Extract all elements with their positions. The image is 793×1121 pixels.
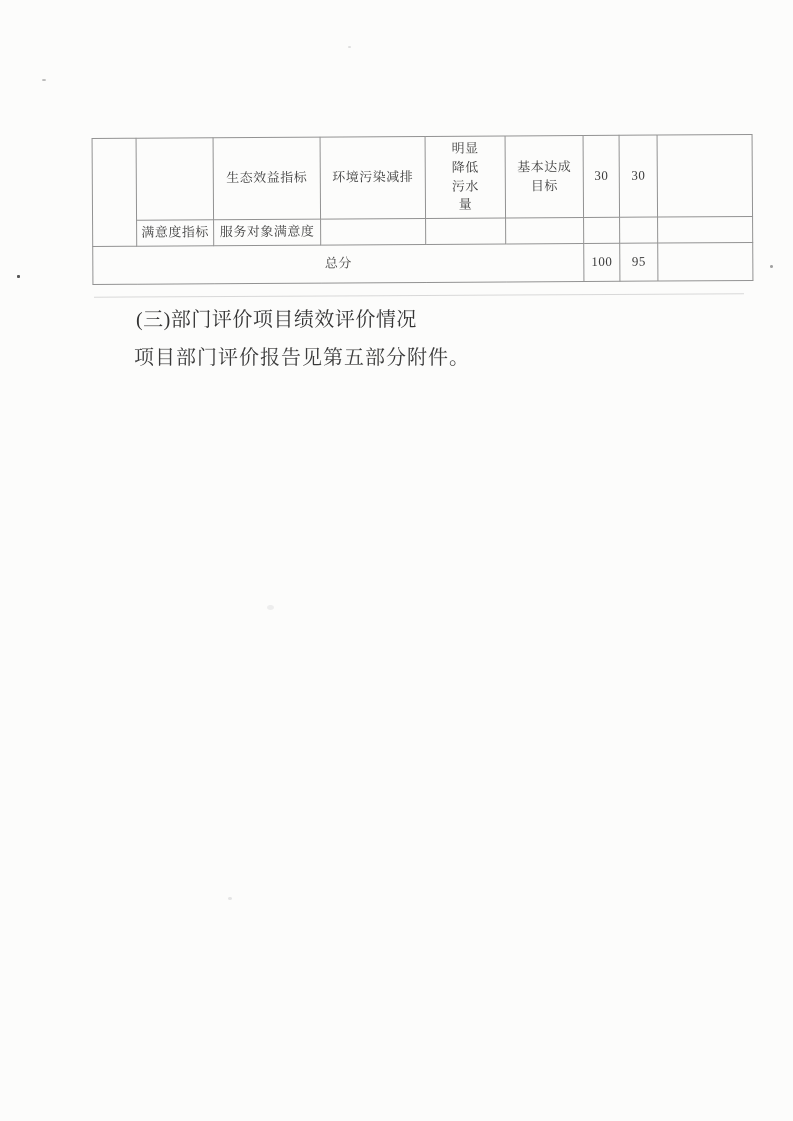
table-cell-indicator-name: 服务对象满意度 bbox=[214, 219, 321, 246]
table-cell-empty bbox=[584, 217, 620, 243]
scan-speckle bbox=[228, 897, 232, 900]
table-cell-empty bbox=[321, 218, 426, 245]
table-row-ecology bbox=[92, 134, 752, 220]
table-cell-total-score: 95 bbox=[620, 243, 658, 281]
table-cell-weight: 30 bbox=[583, 135, 620, 217]
table-cell-indicator-category: 满意度指标 bbox=[137, 220, 214, 246]
performance-score-table bbox=[92, 134, 754, 285]
table-cell-empty bbox=[658, 242, 753, 281]
scan-speckle bbox=[17, 275, 20, 278]
table-cell-indicator-name: 生态效益指标 bbox=[213, 137, 320, 220]
table-cell-empty bbox=[506, 217, 584, 243]
table-cell-sub-indicator: 环境污染减排 bbox=[320, 136, 425, 219]
body-paragraph: 项目部门评价报告见第五部分附件。 bbox=[134, 347, 470, 369]
scan-speckle bbox=[348, 46, 351, 48]
section-heading: (三)部门评价项目绩效评价情况 bbox=[136, 309, 417, 331]
table-cell-total-weight: 100 bbox=[584, 243, 620, 281]
performance-table-wrap bbox=[92, 134, 755, 285]
table-cell-empty-right bbox=[657, 134, 752, 217]
table-cell-empty-category bbox=[136, 138, 213, 220]
table-cell-empty-left bbox=[92, 138, 137, 246]
table-row-satisfaction bbox=[93, 216, 753, 246]
table-cell-score: 30 bbox=[619, 135, 658, 217]
table-cell-empty bbox=[620, 217, 658, 243]
table-cell-empty bbox=[426, 218, 506, 244]
table-cell-target: 明显 降低 污水 量 bbox=[425, 136, 505, 218]
scan-artifact-line bbox=[94, 293, 744, 297]
table-row-total bbox=[93, 242, 753, 284]
table-cell-result: 基本达成 目标 bbox=[505, 135, 583, 217]
scan-speckle bbox=[267, 605, 274, 610]
scan-speckle bbox=[42, 79, 46, 81]
scan-speckle bbox=[770, 265, 773, 268]
table-cell-empty bbox=[658, 216, 753, 243]
table-cell-total-label: 总分 bbox=[93, 243, 584, 284]
